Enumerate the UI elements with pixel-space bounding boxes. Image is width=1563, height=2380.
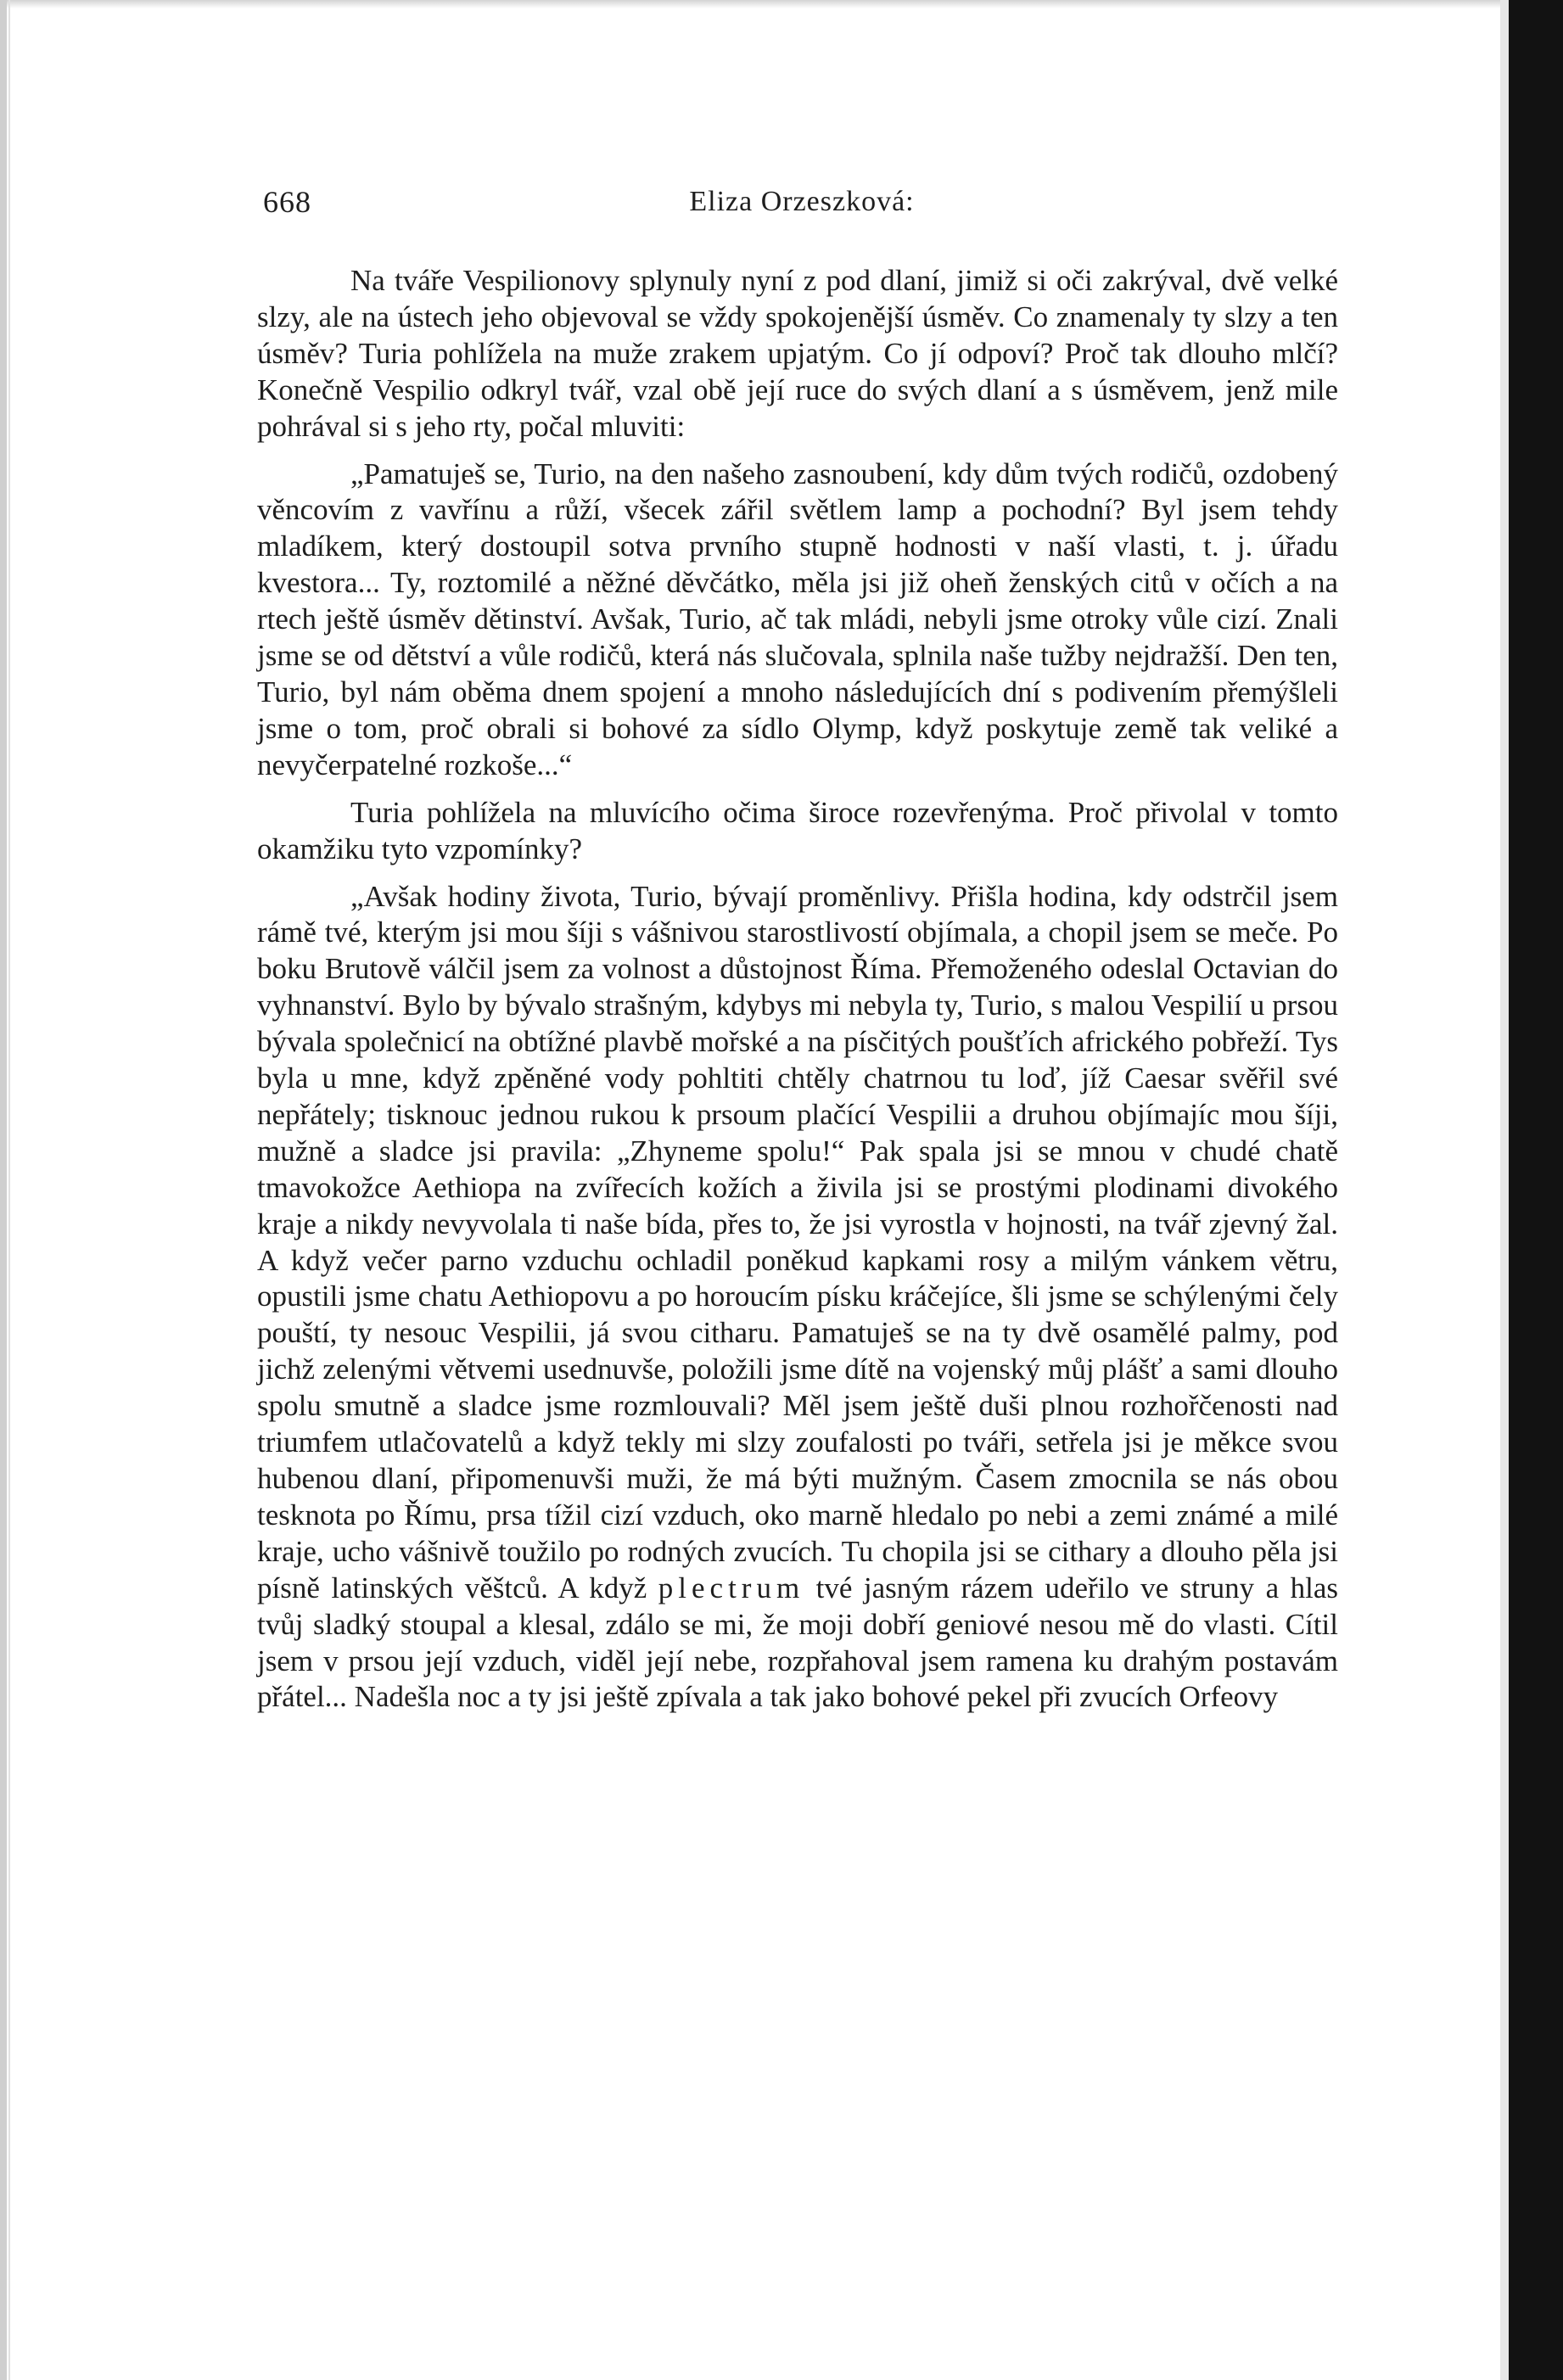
paragraph-text: „Avšak hodiny života, Turio, bývají proměnlivy. Přišla hodina, kdy odstrčil jsem rámě tvé, kterým jsi mou šíji s vášnivou starostlivostí objímala, a chopil jsem se meče. Po boku Brutově válčil jsem za volnost a důstojnost Říma. Přemoženého odeslal Octavian do vyhnanství. Bylo by bývalo strašným, kdybys mi nebyla ty, Turio, s malou Vespilií u prsou bývala společnicí na obtížné plavbě mořské a na písčitých poušťích afrického pobřeží. Tys byla u mne, když zpěněné vody pohltiti chtěly chatrnou tu loď, jíž Caesar svěřil své nepřátely; tisknouc jednou rukou k prsoum plačící Vespilii a druhou objímajíc mou šíji, mužně a sladce jsi pravila: „Zhyneme spolu!“ Pak spala jsi se mnou v chudé chatě tmavokožce Aethiopa na zvířecích kožích a živila jsi se prostými plodinami divokého kraje a nikdy nevyvolala ti naše bída, přes to, že jsi vyrostla v hojnosti, na tvář zjevný žal. A když večer parno vzduchu ochladil poněkud kapkami rosy a milým vánkem větru, opustili jsme chatu Aethiopovu a po horoucím písku kráčejíce, šli jsme se schýlenými čely pouští, ty nesouc Vespilii, já svou citharu. Pamatuješ se na ty dvě osamělé palmy, pod jichž zelenými větvemi usednuvše, položili jsme dítě na vojenský můj plášť a sami dlouho spolu smutně a sladce jsme rozmlouvali? Měl jsem ještě duši plnou rozhořčenosti nad triumfem utlačovatelů a když tekly mi slzy zoufalosti po tváři, setřela jsi je měkce svou hubenou dlaní, připomenuvši muži, že má býti mužným. Časem zmocnila se nás obou tesknota po Římu, prsa tížil cizí vzduch, oko marně hledalo po nebi a zemi známé a milé kraje, ucho vášnivě toužilo po rodných zvucích. Tu chopila jsi se cithary a dlouho pěla jsi písně latinských věštců. A když: [257, 879, 1338, 1604]
scan-edge-top: [0, 0, 1563, 8]
paragraph: Na tváře Vespilionovy splynuly nyní z pod dlaní, jimiž si oči zakrýval, dvě velké slzy, ale na ústech jeho objevoval se vždy spokojenější úsměv. Co znamenaly ty slzy a ten úsměv? Turia pohlížela na muže zrakem upjatým. Co jí odpoví? Proč tak dlouho mlčí? Konečně Vespilio odkryl tvář, vzal obě její ruce do svých dlaní a s úsměvem, jenž mile pohrával si s jeho rty, počal mluviti:: [257, 264, 1338, 443]
page-number: 668: [263, 185, 311, 219]
emphasized-word: plectrum: [658, 1571, 805, 1604]
scan-edge-left: [0, 0, 7, 2380]
running-head: Eliza Orzeszková:: [689, 186, 915, 217]
paragraph: Turia pohlížela na mluvícího očima široce rozevřenýma. Proč přivolal v tomto okamžiku tyto vzpomínky?: [257, 795, 1338, 865]
text-body: [257, 263, 1338, 1716]
paragraph: „Pamatuješ se, Turio, na den našeho zasnoubení, kdy dům tvých rodičů, ozdobený věncovím z vavřínu a růží, všecek zářil světlem lamp a pochodní? Byl jsem tehdy mladíkem, který dostoupil sotva prvního stupně hodnosti v naší vlasti, t. j. úřadu kvestora... Ty, roztomilé a něžné děvčátko, měla jsi již oheň ženských citů v očích a na rtech ještě úsměv dětinství. Avšak, Turio, ač tak mládi, nebyli jsme otroky vůle cizí. Znali jsme se od dětství a vůle rodičů, která nás slučovala, splnila naše tužby nejdražší. Den ten, Turio, byl nám oběma dnem spojení a mnoho následujících dní s podivením přemýšleli jsme o tom, proč obrali si bohové za sídlo Olymp, když poskytuje země tak veliké a nevyčerpatelné rozkoše...“: [257, 456, 1338, 781]
scan-edge-right: [1509, 0, 1563, 2380]
scan-edge-right-gap: [1500, 0, 1509, 2380]
paragraph-text: tvé jasným rázem udeřilo ve struny a hlas tvůj sladký stoupal a klesal, zdálo se mi, že moji dobří geniové nesou mě do vlasti. Cítil jsem v prsou její vzduch, viděl její nebe, rozpřahoval jsem ramena ku drahým postavám přátel... Nadešla noc a ty jsi ještě zpívala a tak jako bohové pekel při zvucích Orfeovy: [257, 1571, 1338, 1714]
scan-edge-left-line: [8, 0, 10, 2380]
page-header: [263, 182, 1341, 222]
paragraph: [257, 879, 1338, 1716]
